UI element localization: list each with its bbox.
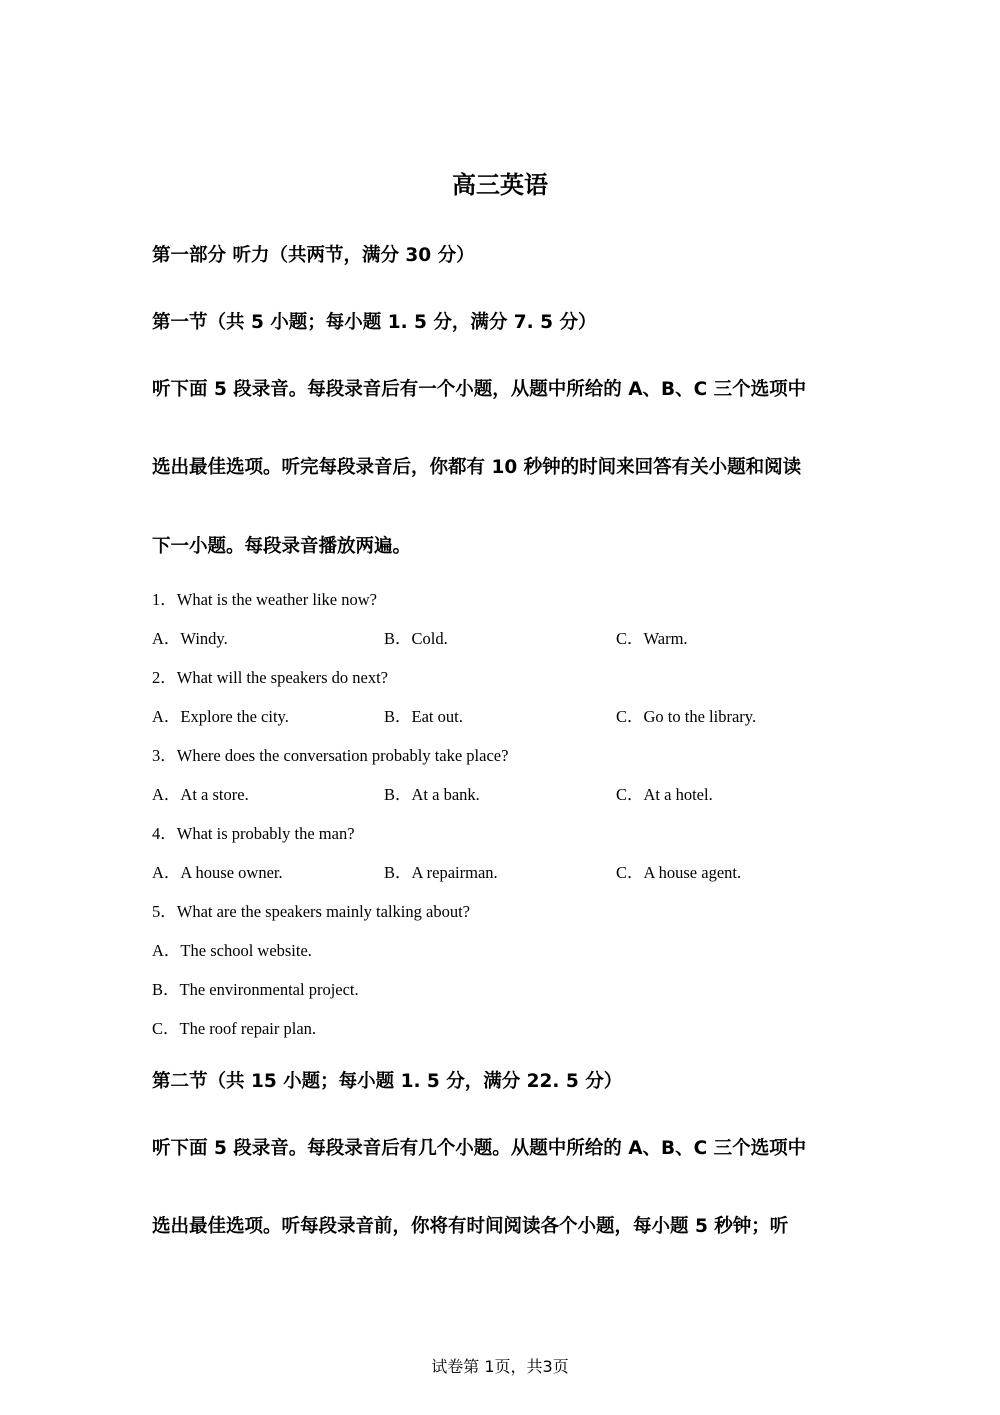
page-title: 高三英语 (452, 171, 548, 199)
question-2-option-c: C．Go to the library. (616, 707, 757, 726)
question-5-option-b: B．The environmental project. (152, 980, 359, 999)
question-5-option-c: C．The roof repair plan. (152, 1019, 317, 1038)
question-3-option-a: A．At a store. (152, 785, 249, 804)
question-5-option-a: A．The school website. (152, 941, 312, 960)
section1-instruction-line: 听下面 5 段录音。每段录音后有一个小题，从题中所给的 A、B、C 三个选项中 (152, 379, 807, 400)
question-4-option-a: A．A house owner. (152, 863, 283, 882)
question-4-option-b: B．A repairman. (384, 863, 498, 882)
question-4-stem: 4．What is probably the man? (152, 824, 355, 843)
question-2-stem: 2．What will the speakers do next? (152, 668, 388, 687)
section1-instruction-line: 下一小题。每段录音播放两遍。 (152, 536, 412, 557)
section1-heading: 第一节（共 5 小题；每小题 1. 5 分，满分 7. 5 分） (152, 312, 597, 333)
question-1-option-c: C．Warm. (616, 629, 688, 648)
question-1-stem: 1．What is the weather like now? (152, 590, 377, 609)
question-1-option-b: B．Cold. (384, 629, 448, 648)
question-2-option-a: A．Explore the city. (152, 707, 289, 726)
question-1-option-a: A．Windy. (152, 629, 228, 648)
question-4-option-c: C．A house agent. (616, 863, 742, 882)
question-3-stem: 3．Where does the conversation probably take place? (152, 746, 509, 765)
question-2-option-b: B．Eat out. (384, 707, 463, 726)
section2-instruction-line: 听下面 5 段录音。每段录音后有几个小题。从题中所给的 A、B、C 三个选项中 (152, 1138, 807, 1159)
question-5-stem: 5．What are the speakers mainly talking about? (152, 902, 470, 921)
section1-instruction-line: 选出最佳选项。听完每段录音后，你都有 10 秒钟的时间来回答有关小题和阅读 (152, 457, 802, 478)
question-3-option-b: B．At a bank. (384, 785, 480, 804)
page-footer: 试卷第 1页，共3页 (431, 1357, 569, 1376)
section2-heading: 第二节（共 15 小题；每小题 1. 5 分，满分 22. 5 分） (152, 1071, 623, 1092)
question-3-option-c: C．At a hotel. (616, 785, 713, 804)
part1-heading: 第一部分 听力（共两节，满分 30 分） (152, 245, 475, 266)
section2-instruction-line: 选出最佳选项。听每段录音前，你将有时间阅读各个小题，每小题 5 秒钟；听 (152, 1216, 789, 1237)
